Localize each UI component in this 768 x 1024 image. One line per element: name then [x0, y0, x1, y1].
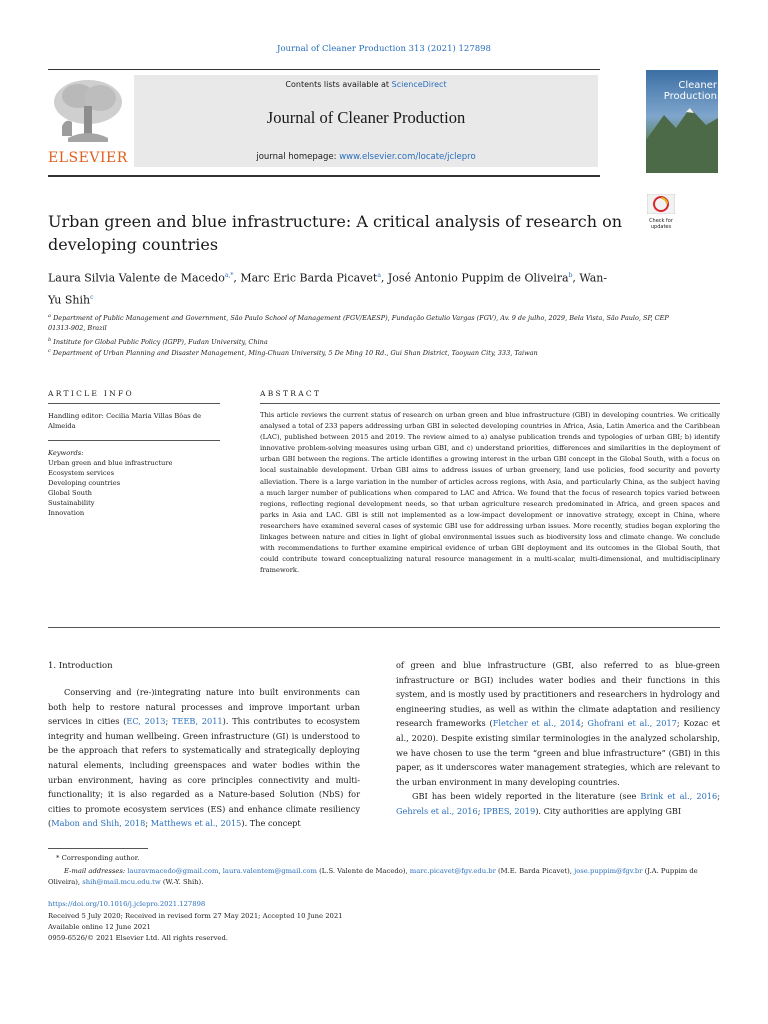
reference-link[interactable]: Gehrels et al., 2016 [396, 805, 478, 816]
keyword-item: Sustainability [48, 499, 95, 507]
paragraph-text: ). The concept [241, 818, 301, 829]
author-list [48, 266, 608, 309]
abstract-top-rule [260, 403, 720, 404]
reference-link[interactable]: Mabon and Shih, 2018 [51, 818, 146, 829]
handling-editor: Handling editor: Cecilia Maria Villas Bôas de Almeida [48, 412, 202, 430]
copyright: 0959-6526/© 2021 Elsevier Ltd. All rights reserved. [48, 934, 228, 942]
affiliation-marker: b [48, 337, 52, 343]
reference-link[interactable]: Ghofrani et al., 2017 [587, 718, 677, 729]
email-link[interactable]: marc.picavet@fgv.edu.br [409, 867, 496, 875]
footnote-rule [48, 848, 148, 849]
abstract-bottom-rule [48, 627, 720, 628]
article-title: Urban green and blue infrastructure: A critical analysis of research on developing countries [48, 212, 623, 254]
affiliation [48, 346, 688, 358]
email-footnote [48, 866, 720, 888]
paragraph [396, 658, 720, 789]
reference-link[interactable]: Matthews et al., 2015 [150, 818, 242, 829]
affiliation-text: Department of Public Management and Government, São Paulo School of Management (FGV/EAESP), Fundação Getulio Vargas (FGV), Av. 9 de julho, 2029, Bela Vista, São Paulo, SP, CEP 01313-902, Brazil [48, 314, 669, 333]
check-updates-line1: Check for [649, 218, 673, 224]
reference-link[interactable]: Fletcher et al., 2014 [492, 718, 581, 729]
available-online: Available online 12 June 2021 [48, 923, 151, 931]
email-owner: (L.S. Valente de Macedo), [316, 867, 410, 875]
email-owner: (J.A. Puppim de Oliveira), [48, 867, 698, 886]
email-link[interactable]: laura.valentem@gmail.com [222, 867, 317, 875]
paragraph-text: of green and blue infrastructure (GBI, also referred to as blue-green infrastructure or BGI) includes water bodies and their functions in this system, and is mostly used by practitioners and researchers in hydrology and engineering studies, as well as within the climate adaptation and resiliency research frameworks ( [396, 660, 720, 729]
keywords-rule [48, 440, 220, 441]
keyword-item: Innovation [48, 509, 85, 517]
author-affil-marker[interactable]: a [377, 272, 381, 279]
separator: ; [145, 818, 151, 829]
received-dates: Received 5 July 2020; Received in revised form 27 May 2021; Accepted 10 June 2021 [48, 912, 343, 920]
header-top-rule [48, 69, 600, 70]
affiliation-text: Department of Urban Planning and Disaster Management, Ming-Chuan University, 5 De Ming 10 Rd., Gui Shan District, Taoyuan City, 333, Taiwan [52, 349, 538, 358]
author-name[interactable]: , Marc Eric Barda Picavet [233, 271, 378, 285]
publisher-wordmark: ELSEVIER [48, 150, 128, 166]
journal-title: Journal of Cleaner Production [266, 108, 466, 127]
homepage-link[interactable]: www.elsevier.com/locate/jclepro [339, 152, 476, 162]
reference-link[interactable]: EC, 2013 [126, 716, 166, 727]
section-heading: 1. Introduction [48, 661, 113, 671]
affiliation-marker: c [48, 348, 51, 354]
reference-link[interactable]: IPBES, 2019 [483, 805, 536, 816]
separator: ; [165, 716, 173, 727]
check-for-updates-button[interactable] [647, 194, 675, 228]
author-affil-marker[interactable]: c [90, 293, 94, 301]
paragraph-text: ). This contributes to ecosystem integrity and human wellbeing. Green infrastructure (GI) is understood to be the approach that refers to systematically and strategically deploying natural elements, including greenspaces and water bodies within the urban environment, having as core principles connectivity and multi-functionality; it is also regarded as a Nature-based Solution (NbS) for cities to promote ecosystem services (ES) and enhance climate resiliency ( [48, 716, 360, 829]
separator: ; [580, 718, 588, 729]
contents-prefix: Contents lists available at [285, 80, 392, 89]
keyword-item: Ecosystem services [48, 469, 115, 477]
author-affil-marker[interactable]: b [568, 272, 573, 279]
reference-link[interactable]: TEEB, 2011 [172, 716, 223, 727]
homepage-label: journal homepage: [256, 152, 340, 162]
doi-link[interactable]: https://doi.org/10.1016/j.jclepro.2021.127898 [48, 900, 206, 908]
email-link[interactable]: shih@mail.mcu.edu.tw [82, 878, 161, 886]
affiliation [48, 311, 688, 333]
keyword-item: Urban green and blue infrastructure [48, 459, 173, 467]
affiliation-text: Institute for Global Public Policy (IGPP), Fudan University, China [53, 338, 268, 347]
separator: ; [477, 805, 484, 816]
abstract-text: This article reviews the current status of research on urban green and blue infrastructure (GBI) in developing countries. We critically analysed a total of 233 papers addressing urban GBI in selected developing countries in Africa, Asia, Latin America and the Caribbean (LAC), published between 2015 and 2019. The review aimed to a) analyse publication trends and typologies of urban GBI; b) identify innovative problem-solving measures using urban GBI, and c) understand priorities, differences and similarities in the deployment of urban GBI between the regions. The article identifies a growing interest in the urban GBI concept in the Global South, with a focus on local sustainable development. Urban GBI aims to address issues of urban greenery, land use policies, food security and poverty alleviation. There is a large variation in the number of articles across regions, with Asia, and particularly China, as the subject having a much larger number of publications when compared to LAC and Africa. We found that the focus of research topics varied between regions, reflecting regional development needs, so that urban agriculture research predominated in Africa, and green spaces and parks in Asia and LAC. GBI is still not implemented as a low-impact development or innovative strategy, except in China, where researchers have examined several cases of systemic GBI use for addressing urban issues. More recently, studies began exploring the linkages between nature and cities in light of global environmental issues such as biodiversity loss and climate change. We conclude with recommendations to further examine empirical evidence of urban GBI deployment and its outcomes in the Global South, that could contribute toward conceptualizing natural resource management in a multi-scalar, multi-dimensional, and multidisciplinary framework. [260, 411, 720, 575]
email-link[interactable]: lauravmacedo@gmail.com [127, 867, 219, 875]
affiliation-marker: a [48, 313, 51, 319]
reference-link[interactable]: Brink et al., 2016 [640, 791, 718, 802]
corresponding-star[interactable]: * [230, 272, 234, 279]
keyword-item: Global South [48, 489, 92, 497]
header-bottom-rule [48, 175, 600, 177]
separator: , [218, 867, 223, 875]
email-label: E-mail addresses: [64, 867, 126, 875]
intro-right-column [396, 658, 720, 819]
sciencedirect-link[interactable]: ScienceDirect [391, 80, 447, 89]
intro-left-column [48, 685, 360, 831]
citation-line[interactable]: Journal of Cleaner Production 313 (2021) 127898 [277, 44, 491, 54]
email-link[interactable]: jose.puppim@fgv.br [574, 867, 643, 875]
contents-line [134, 80, 598, 89]
paragraph-text: ). City authorities are applying GBI [535, 805, 682, 816]
paragraph [396, 789, 720, 818]
check-updates-line2: updates [650, 224, 672, 230]
keywords-block [48, 448, 220, 518]
keywords-label: Keywords: [48, 449, 84, 457]
email-owner: (W.-Y. Shih). [160, 878, 204, 886]
keyword-item: Developing countries [48, 479, 121, 487]
author-name[interactable]: , José Antonio Puppim de Oliveira [380, 271, 569, 285]
article-info-heading: ARTICLE INFO [48, 389, 134, 398]
paragraph-text: GBI has been widely reported in the literature (see [412, 791, 641, 802]
corresponding-text: Corresponding author. [61, 854, 140, 862]
journal-homepage [134, 152, 598, 162]
cover-title: Cleaner Production [663, 80, 717, 102]
author-affil-marker[interactable]: a,* [224, 272, 234, 279]
paragraph-text: ; Kozac et al., 2020). Despite existing similar terminologies in the analyzed scholarship, we have chosen to use the term “green and blue infrastructure” (GBI) in this paper, as it underscores water management strategies, which are relevant to the urban environment in many developing countries. [396, 718, 720, 787]
email-owner: (M.E. Barda Picavet), [495, 867, 575, 875]
separator: ; [717, 791, 720, 802]
article-info-rule [48, 403, 220, 404]
abstract-heading: ABSTRACT [260, 389, 322, 398]
author-name[interactable]: Laura Silvia Valente de Macedo [48, 271, 225, 285]
author-name[interactable]: , Wan-Yu Shih [48, 271, 608, 307]
paragraph-text: Conserving and (re-)integrating nature into built environments can both help to restore natural processes and improve important urban services in cities ( [48, 687, 360, 727]
corresponding-footnote: * Corresponding author. [56, 854, 140, 862]
check-updates-icon [647, 194, 675, 214]
